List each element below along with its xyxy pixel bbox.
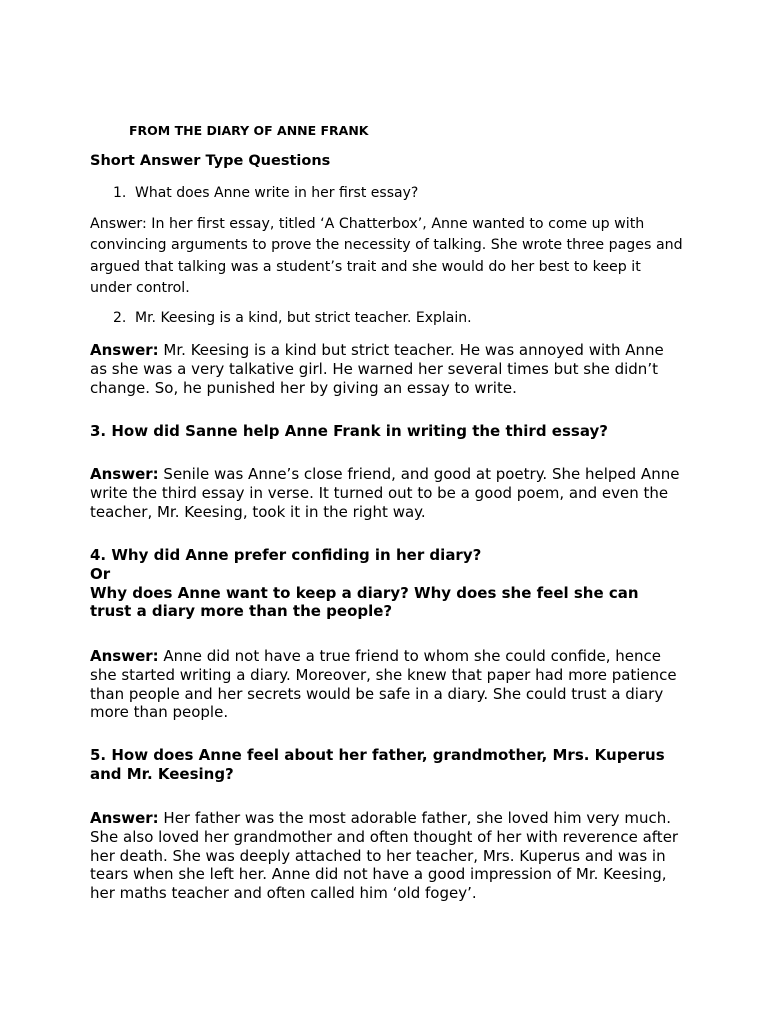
question-2-number: 2.	[113, 310, 127, 326]
question-2	[113, 310, 472, 326]
answer-1: Answer: In her first essay, titled ‘A Chatterbox’, Anne wanted to come up with convincing arguments to prove the necessity of talking. She wrote three pages and argued that talking was a student’s trait and she would do her best to keep it under control.	[90, 216, 683, 296]
answer-2-label: Answer:	[90, 341, 159, 359]
question-2-text: Mr. Keesing is a kind, but strict teacher. Explain.	[135, 310, 472, 326]
section-heading: Short Answer Type Questions	[90, 153, 331, 169]
question-4-line2: Why does Anne want to keep a diary? Why does she feel she can trust a diary more than the people?	[90, 583, 639, 621]
answer-2-text: Mr. Keesing is a kind but strict teacher. He was annoyed with Anne as she was a very talkative girl. He warned her several times but she didn’t change. So, he punished her by giving an essay to write.	[90, 341, 664, 397]
question-5: 5. How does Anne feel about her father, grandmother, Mrs. Kuperus and Mr. Keesing?	[90, 746, 665, 783]
document-title: FROM THE DIARY OF ANNE FRANK	[129, 123, 369, 138]
question-4	[90, 546, 685, 621]
question-4-or: Or	[90, 564, 111, 583]
answer-4	[90, 647, 685, 722]
question-1	[113, 185, 418, 201]
answer-2	[90, 341, 685, 397]
answer-3-label: Answer:	[90, 465, 159, 483]
answer-5	[90, 809, 685, 903]
question-1-text: What does Anne write in her first essay?	[135, 185, 419, 201]
question-3: 3. How did Sanne help Anne Frank in writing the third essay?	[90, 422, 608, 440]
answer-5-label: Answer:	[90, 809, 159, 827]
question-1-number: 1.	[113, 185, 127, 201]
answer-4-label: Answer:	[90, 647, 159, 665]
answer-5-text: Her father was the most adorable father, she loved him very much. She also loved her grandmother and often thought of her with reverence after her death. She was deeply attached to her teacher, Mrs. Kuperus and was in tears when she left her. Anne did not have a good impression of Mr. Keesing, her maths teacher and often called him ‘old fogey’.	[90, 809, 679, 903]
answer-4-text: Anne did not have a true friend to whom she could confide, hence she started writing a diary. Moreover, she knew that paper had more patience than people and her secrets would be safe in a diary. She could trust a diary more than people.	[90, 647, 677, 722]
answer-3-text: Senile was Anne’s close friend, and good at poetry. She helped Anne write the third essay in verse. It turned out to be a good poem, and even the teacher, Mr. Keesing, took it in the right way.	[90, 465, 680, 521]
question-4-line1: 4. Why did Anne prefer confiding in her diary?	[90, 546, 482, 564]
answer-3	[90, 465, 685, 521]
